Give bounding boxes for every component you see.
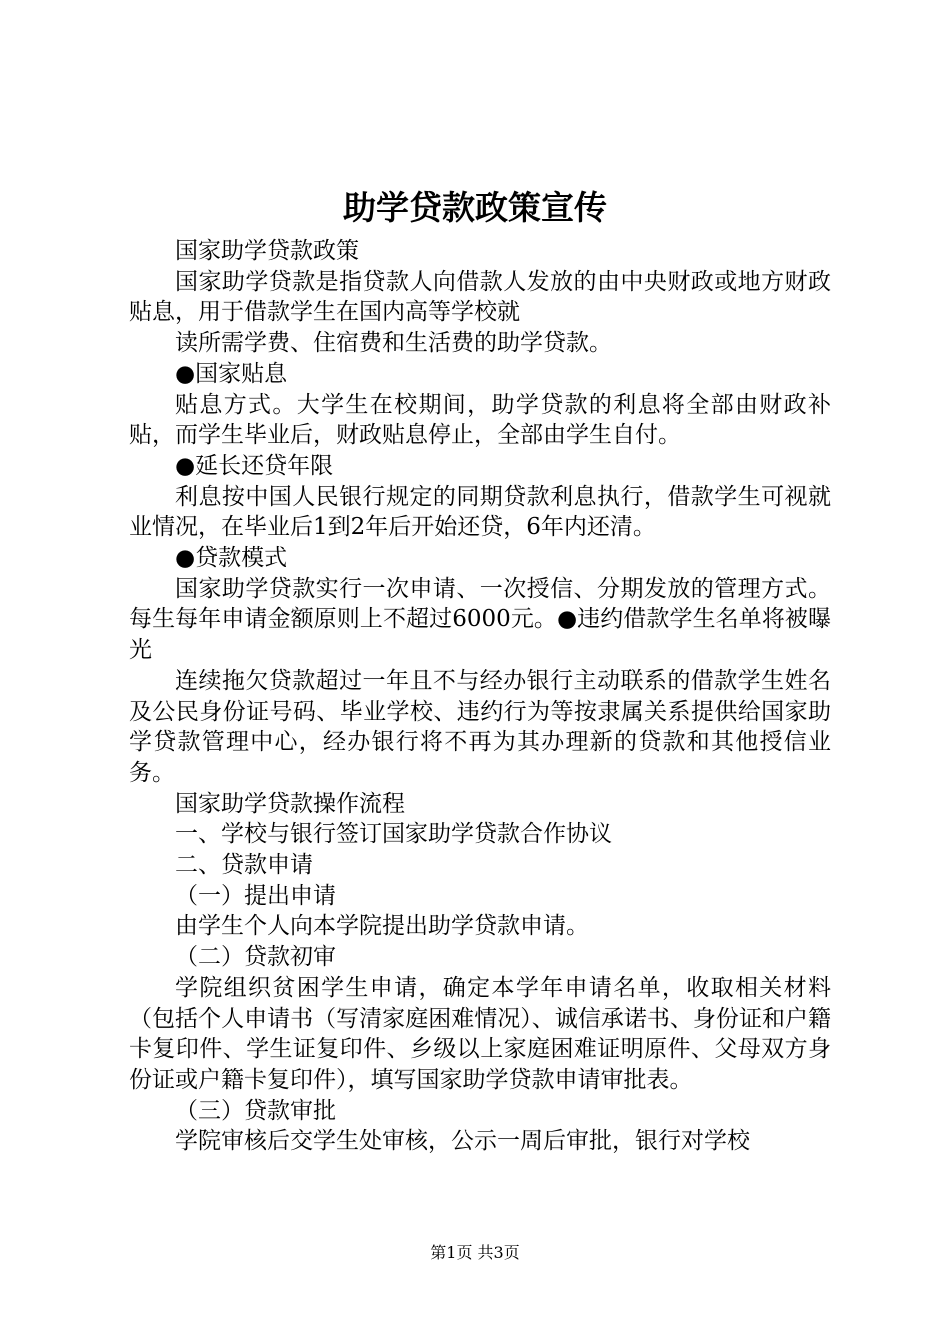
page-footer: 第1页 共3页: [430, 1243, 520, 1262]
paragraph: 一、学校与银行签订国家助学贷款合作协议: [175, 821, 612, 848]
paragraph: ●延长还贷年限: [175, 452, 334, 479]
document-title: 助学贷款政策宣传: [343, 188, 607, 227]
paragraph: 国家助学贷款操作流程: [175, 790, 405, 817]
paragraph: 由学生个人向本学院提出助学贷款申请。: [175, 913, 589, 940]
paragraph: 利息按中国人民银行规定的同期贷款利息执行，借款学生可视就业情况，在毕业后1到2年后开始还贷，6年内还清。: [129, 483, 831, 541]
document-body: [129, 236, 831, 1157]
paragraph: ●国家贴息: [175, 360, 288, 387]
paragraph: 贴息方式。大学生在校期间，助学贷款的利息将全部由财政补贴，而学生毕业后，财政贴息停止，全部由学生自付。: [129, 391, 831, 449]
paragraph: 国家助学贷款政策: [175, 238, 359, 264]
paragraph: 读所需学费、住宿费和生活费的助学贷款。: [175, 330, 612, 357]
paragraph: （三）贷款审批: [175, 1097, 336, 1124]
paragraph: 学院审核后交学生处审核，公示一周后审批，银行对学校: [175, 1128, 750, 1155]
paragraph: 二、贷款申请: [175, 852, 313, 879]
paragraph: 学院组织贫困学生申请，确定本学年申请名单，收取相关材料（包括个人申请书（写清家庭困难情况）、诚信承诺书、身份证和户籍卡复印件、学生证复印件、乡级以上家庭困难证明原件、父母双方身份证或户籍卡复印件），填写国家助学贷款申请审批表。: [129, 974, 831, 1093]
paragraph: 连续拖欠贷款超过一年且不与经办银行主动联系的借款学生姓名及公民身份证号码、毕业学校、违约行为等按隶属关系提供给国家助学贷款管理中心，经办银行将不再为其办理新的贷款和其他授信业务。: [129, 667, 831, 786]
paragraph: （一）提出申请: [175, 882, 336, 909]
paragraph: （二）贷款初审: [175, 944, 336, 971]
paragraph: 国家助学贷款是指贷款人向借款人发放的由中央财政或地方财政贴息，用于借款学生在国内高等学校就: [129, 268, 831, 326]
paragraph: 国家助学贷款实行一次申请、一次授信、分期发放的管理方式。每生每年申请金额原则上不超过6000元。●违约借款学生名单将被曝光: [129, 575, 831, 664]
paragraph: ●贷款模式: [175, 545, 288, 572]
